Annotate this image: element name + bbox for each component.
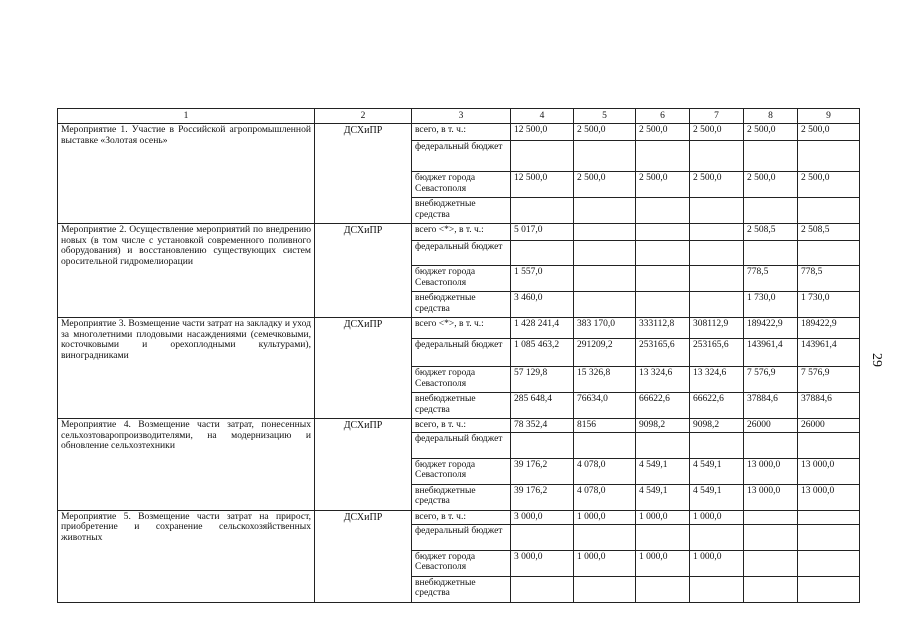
amount-cell: 1 730,0 [744, 292, 798, 318]
amount-cell [798, 241, 860, 266]
executor-cell: ДСХиПР [315, 224, 412, 318]
amount-cell: 143961,4 [744, 339, 798, 367]
amount-cell [636, 292, 690, 318]
amount-cell: 3 000,0 [511, 550, 574, 576]
amount-cell: 12 500,0 [511, 172, 574, 198]
amount-cell: 4 078,0 [574, 484, 636, 510]
budget-table [57, 108, 860, 603]
amount-cell: 66622,6 [690, 393, 744, 419]
table-row [58, 124, 860, 141]
amount-cell: 5 017,0 [511, 224, 574, 241]
amount-cell: 4 078,0 [574, 458, 636, 484]
amount-cell: 2 500,0 [636, 172, 690, 198]
amount-cell [511, 524, 574, 550]
amount-cell [574, 432, 636, 458]
amount-cell: 4 549,1 [636, 484, 690, 510]
funding-source-label: всего, в т. ч.: [412, 419, 511, 433]
amount-cell: 1 000,0 [636, 510, 690, 524]
funding-source-label: федеральный бюджет [412, 432, 511, 458]
funding-source-label: бюджет города Севастополя [412, 367, 511, 393]
amount-cell [744, 510, 798, 524]
amount-cell [636, 141, 690, 172]
funding-source-label: всего, в т. ч.: [412, 510, 511, 524]
table-body [58, 124, 860, 603]
funding-source-label: федеральный бюджет [412, 524, 511, 550]
amount-cell [511, 141, 574, 172]
header-cell: 6 [636, 109, 690, 124]
amount-cell: 13 000,0 [744, 484, 798, 510]
amount-cell: 9098,2 [690, 419, 744, 433]
amount-cell: 1 428 241,4 [511, 318, 574, 339]
funding-source-label: федеральный бюджет [412, 141, 511, 172]
amount-cell: 383 170,0 [574, 318, 636, 339]
funding-source-label: бюджет города Севастополя [412, 550, 511, 576]
funding-source-label: бюджет города Севастополя [412, 458, 511, 484]
amount-cell [690, 224, 744, 241]
funding-source-label: федеральный бюджет [412, 339, 511, 367]
amount-cell [574, 576, 636, 602]
amount-cell: 13 324,6 [690, 367, 744, 393]
amount-cell [744, 141, 798, 172]
amount-cell [744, 524, 798, 550]
funding-source-label: всего <*>, в т. ч.: [412, 318, 511, 339]
amount-cell: 7 576,9 [744, 367, 798, 393]
amount-cell: 2 508,5 [744, 224, 798, 241]
header-cell: 2 [315, 109, 412, 124]
amount-cell [798, 550, 860, 576]
amount-cell: 778,5 [798, 266, 860, 292]
funding-source-label: бюджет города Севастополя [412, 172, 511, 198]
amount-cell: 7 576,9 [798, 367, 860, 393]
amount-cell [798, 510, 860, 524]
table-row [58, 510, 860, 524]
amount-cell: 253165,6 [636, 339, 690, 367]
amount-cell [574, 241, 636, 266]
amount-cell: 189422,9 [744, 318, 798, 339]
measure-description: Мероприятие 3. Возмещение части затрат на закладку и уход за многолетними плодовыми насаждениями (семечковыми, косточковыми и орехоплодными культурами), виноградниками [58, 318, 315, 419]
table-row [58, 224, 860, 241]
amount-cell [511, 198, 574, 224]
amount-cell [744, 432, 798, 458]
header-cell: 9 [798, 109, 860, 124]
amount-cell: 4 549,1 [690, 458, 744, 484]
header-cell: 5 [574, 109, 636, 124]
amount-cell: 285 648,4 [511, 393, 574, 419]
funding-source-label: федеральный бюджет [412, 241, 511, 266]
funding-source-label: внебюджетные средства [412, 393, 511, 419]
amount-cell [636, 266, 690, 292]
amount-cell [690, 198, 744, 224]
amount-cell: 2 500,0 [798, 124, 860, 141]
amount-cell: 26000 [798, 419, 860, 433]
amount-cell: 39 176,2 [511, 484, 574, 510]
executor-cell: ДСХиПР [315, 510, 412, 602]
amount-cell: 78 352,4 [511, 419, 574, 433]
amount-cell: 4 549,1 [690, 484, 744, 510]
amount-cell [636, 198, 690, 224]
amount-cell: 189422,9 [798, 318, 860, 339]
amount-cell: 1 000,0 [636, 550, 690, 576]
amount-cell [636, 432, 690, 458]
amount-cell: 37884,6 [744, 393, 798, 419]
amount-cell [690, 432, 744, 458]
amount-cell: 13 324,6 [636, 367, 690, 393]
amount-cell [798, 198, 860, 224]
page-number: 29 [869, 353, 884, 367]
header-cell: 1 [58, 109, 315, 124]
funding-source-label: всего <*>, в т. ч.: [412, 224, 511, 241]
executor-cell: ДСХиПР [315, 124, 412, 224]
amount-cell: 1 000,0 [574, 510, 636, 524]
amount-cell [574, 198, 636, 224]
amount-cell [690, 241, 744, 266]
amount-cell [798, 432, 860, 458]
amount-cell: 3 460,0 [511, 292, 574, 318]
amount-cell [690, 292, 744, 318]
amount-cell: 2 500,0 [636, 124, 690, 141]
amount-cell: 15 326,8 [574, 367, 636, 393]
amount-cell [690, 524, 744, 550]
table-row [58, 318, 860, 339]
amount-cell [574, 524, 636, 550]
funding-source-label: внебюджетные средства [412, 198, 511, 224]
amount-cell: 308112,9 [690, 318, 744, 339]
amount-cell [574, 224, 636, 241]
funding-source-label: бюджет города Севастополя [412, 266, 511, 292]
amount-cell: 37884,6 [798, 393, 860, 419]
amount-cell [798, 141, 860, 172]
amount-cell: 66622,6 [636, 393, 690, 419]
amount-cell: 291209,2 [574, 339, 636, 367]
amount-cell: 2 500,0 [690, 124, 744, 141]
amount-cell [744, 241, 798, 266]
amount-cell: 1 000,0 [690, 510, 744, 524]
amount-cell [744, 198, 798, 224]
amount-cell [690, 266, 744, 292]
amount-cell [690, 141, 744, 172]
funding-source-label: внебюджетные средства [412, 484, 511, 510]
amount-cell: 12 500,0 [511, 124, 574, 141]
amount-cell [574, 266, 636, 292]
header-row [58, 109, 860, 124]
amount-cell: 9098,2 [636, 419, 690, 433]
table-row [58, 419, 860, 433]
measure-description: Мероприятие 5. Возмещение части затрат на прирост, приобретение и сохранение сельскохозяйственных животных [58, 510, 315, 602]
amount-cell: 1 085 463,2 [511, 339, 574, 367]
amount-cell [636, 224, 690, 241]
funding-source-label: всего, в т. ч.: [412, 124, 511, 141]
amount-cell: 13 000,0 [798, 458, 860, 484]
amount-cell: 2 500,0 [574, 172, 636, 198]
amount-cell: 2 500,0 [690, 172, 744, 198]
amount-cell: 57 129,8 [511, 367, 574, 393]
amount-cell: 2 500,0 [744, 124, 798, 141]
executor-cell: ДСХиПР [315, 318, 412, 419]
header-cell: 8 [744, 109, 798, 124]
amount-cell [511, 432, 574, 458]
header-cell: 3 [412, 109, 511, 124]
amount-cell: 2 500,0 [574, 124, 636, 141]
amount-cell: 8156 [574, 419, 636, 433]
measure-description: Мероприятие 1. Участие в Российской агропромышленной выставке «Золотая осень» [58, 124, 315, 224]
amount-cell [511, 241, 574, 266]
amount-cell: 2 500,0 [744, 172, 798, 198]
amount-cell: 333112,8 [636, 318, 690, 339]
amount-cell: 13 000,0 [744, 458, 798, 484]
funding-source-label: внебюджетные средства [412, 292, 511, 318]
amount-cell: 2 508,5 [798, 224, 860, 241]
amount-cell: 2 500,0 [798, 172, 860, 198]
amount-cell: 1 000,0 [690, 550, 744, 576]
funding-source-label: внебюджетные средства [412, 576, 511, 602]
amount-cell [636, 576, 690, 602]
measure-description: Мероприятие 2. Осуществление мероприятий по внедрению новых (в том числе с установкой современного поливного оборудования) и восстановлению существующих систем оросительной гидромелиорации [58, 224, 315, 318]
amount-cell: 253165,6 [690, 339, 744, 367]
header-cell: 7 [690, 109, 744, 124]
amount-cell: 26000 [744, 419, 798, 433]
amount-cell: 1 000,0 [574, 550, 636, 576]
amount-cell [798, 524, 860, 550]
amount-cell [690, 576, 744, 602]
header-cell: 4 [511, 109, 574, 124]
amount-cell: 39 176,2 [511, 458, 574, 484]
executor-cell: ДСХиПР [315, 419, 412, 511]
amount-cell: 778,5 [744, 266, 798, 292]
amount-cell [574, 141, 636, 172]
amount-cell [744, 576, 798, 602]
amount-cell [798, 576, 860, 602]
amount-cell: 1 557,0 [511, 266, 574, 292]
amount-cell [636, 524, 690, 550]
measure-description: Мероприятие 4. Возмещение части затрат, понесенных сельхозтоваропроизводителями, на модернизацию и обновление сельхозтехники [58, 419, 315, 511]
amount-cell [744, 550, 798, 576]
amount-cell: 143961,4 [798, 339, 860, 367]
amount-cell: 1 730,0 [798, 292, 860, 318]
amount-cell [511, 576, 574, 602]
amount-cell: 76634,0 [574, 393, 636, 419]
amount-cell [574, 292, 636, 318]
amount-cell: 4 549,1 [636, 458, 690, 484]
amount-cell [636, 241, 690, 266]
amount-cell: 13 000,0 [798, 484, 860, 510]
amount-cell: 3 000,0 [511, 510, 574, 524]
